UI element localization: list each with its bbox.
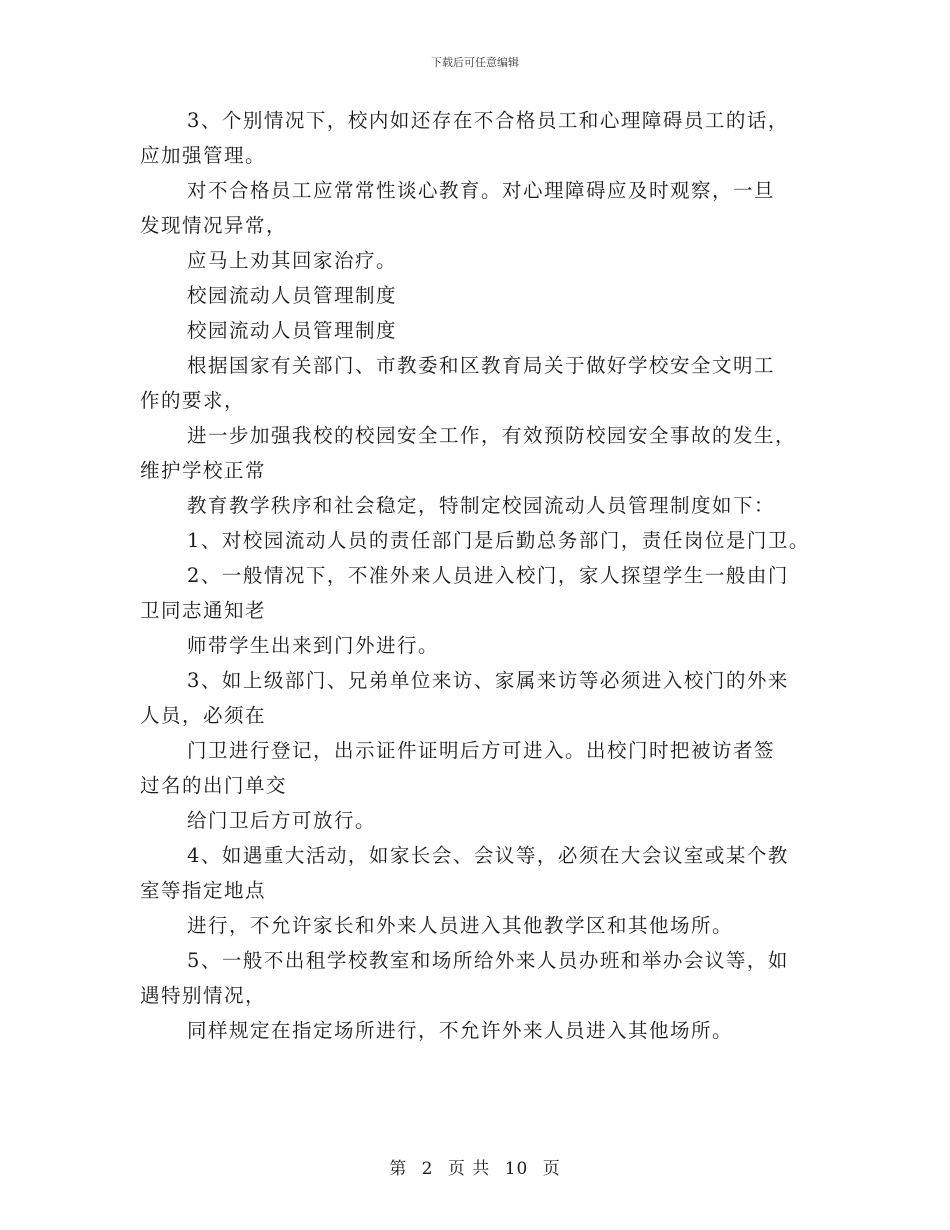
text-line: 过名的出门单交 <box>140 774 288 797</box>
text-line: 作的要求， <box>140 389 246 412</box>
text-line: 3、如上级部门、兄弟单位来访、家属来访等必须进入校门的外来 <box>187 669 789 692</box>
text-line: 师带学生出来到门外进行。 <box>187 634 440 657</box>
page-footer <box>0 1154 950 1179</box>
footer-suffix: 页 <box>542 1159 561 1179</box>
text-line: 1、对校园流动人员的责任部门是后勤总务部门，责任岗位是门卫。 <box>187 529 810 552</box>
text-line: 给门卫后方可放行。 <box>187 809 377 832</box>
text-line: 卫同志通知老 <box>140 599 267 622</box>
footer-total-pages: 10 <box>504 1159 529 1179</box>
text-line: 室等指定地点 <box>140 879 267 902</box>
text-line: 应马上劝其回家治疗。 <box>187 249 398 272</box>
text-line: 对不合格员工应常常性谈心教育。对心理障碍应及时观察，一旦 <box>187 179 776 202</box>
text-line: 根据国家有关部门、市教委和区教育局关于做好学校安全文明工 <box>187 354 776 377</box>
text-line: 进一步加强我校的校园安全工作，有效预防校园安全事故的发生， <box>187 424 797 447</box>
text-line: 遇特别情况， <box>140 984 267 1007</box>
text-line: 4、如遇重大活动，如家长会、会议等，必须在大会议室或某个教 <box>187 844 789 867</box>
text-line: 校园流动人员管理制度 <box>187 284 398 307</box>
text-line: 发现情况异常， <box>140 214 288 237</box>
text-line: 维护学校正常 <box>140 459 267 482</box>
text-line: 门卫进行登记，出示证件证明后方可进入。出校门时把被访者签 <box>187 739 776 762</box>
text-line: 2、一般情况下，不准外来人员进入校门，家人探望学生一般由门 <box>187 564 789 587</box>
text-line: 进行，不允许家长和外来人员进入其他教学区和其他场所。 <box>187 914 734 937</box>
text-line: 校园流动人员管理制度 <box>187 319 398 342</box>
text-line: 应加强管理。 <box>140 144 267 167</box>
text-line: 教育教学秩序和社会稳定，特制定校园流动人员管理制度如下： <box>187 494 776 517</box>
text-line: 人员，必须在 <box>140 704 267 727</box>
text-line: 5、一般不出租学校教室和场所给外来人员办班和举办会议等，如 <box>187 949 789 972</box>
footer-prefix: 第 <box>389 1159 408 1179</box>
footer-page-number: 2 <box>421 1159 434 1179</box>
text-line: 3、个别情况下，校内如还存在不合格员工和心理障碍员工的话， <box>187 109 789 132</box>
document-body <box>140 108 820 1053</box>
header-note: 下载后可任意编辑 <box>431 56 519 69</box>
footer-middle: 页 共 <box>447 1159 491 1179</box>
text-line: 同样规定在指定场所进行，不允许外来人员进入其他场所。 <box>187 1019 734 1042</box>
